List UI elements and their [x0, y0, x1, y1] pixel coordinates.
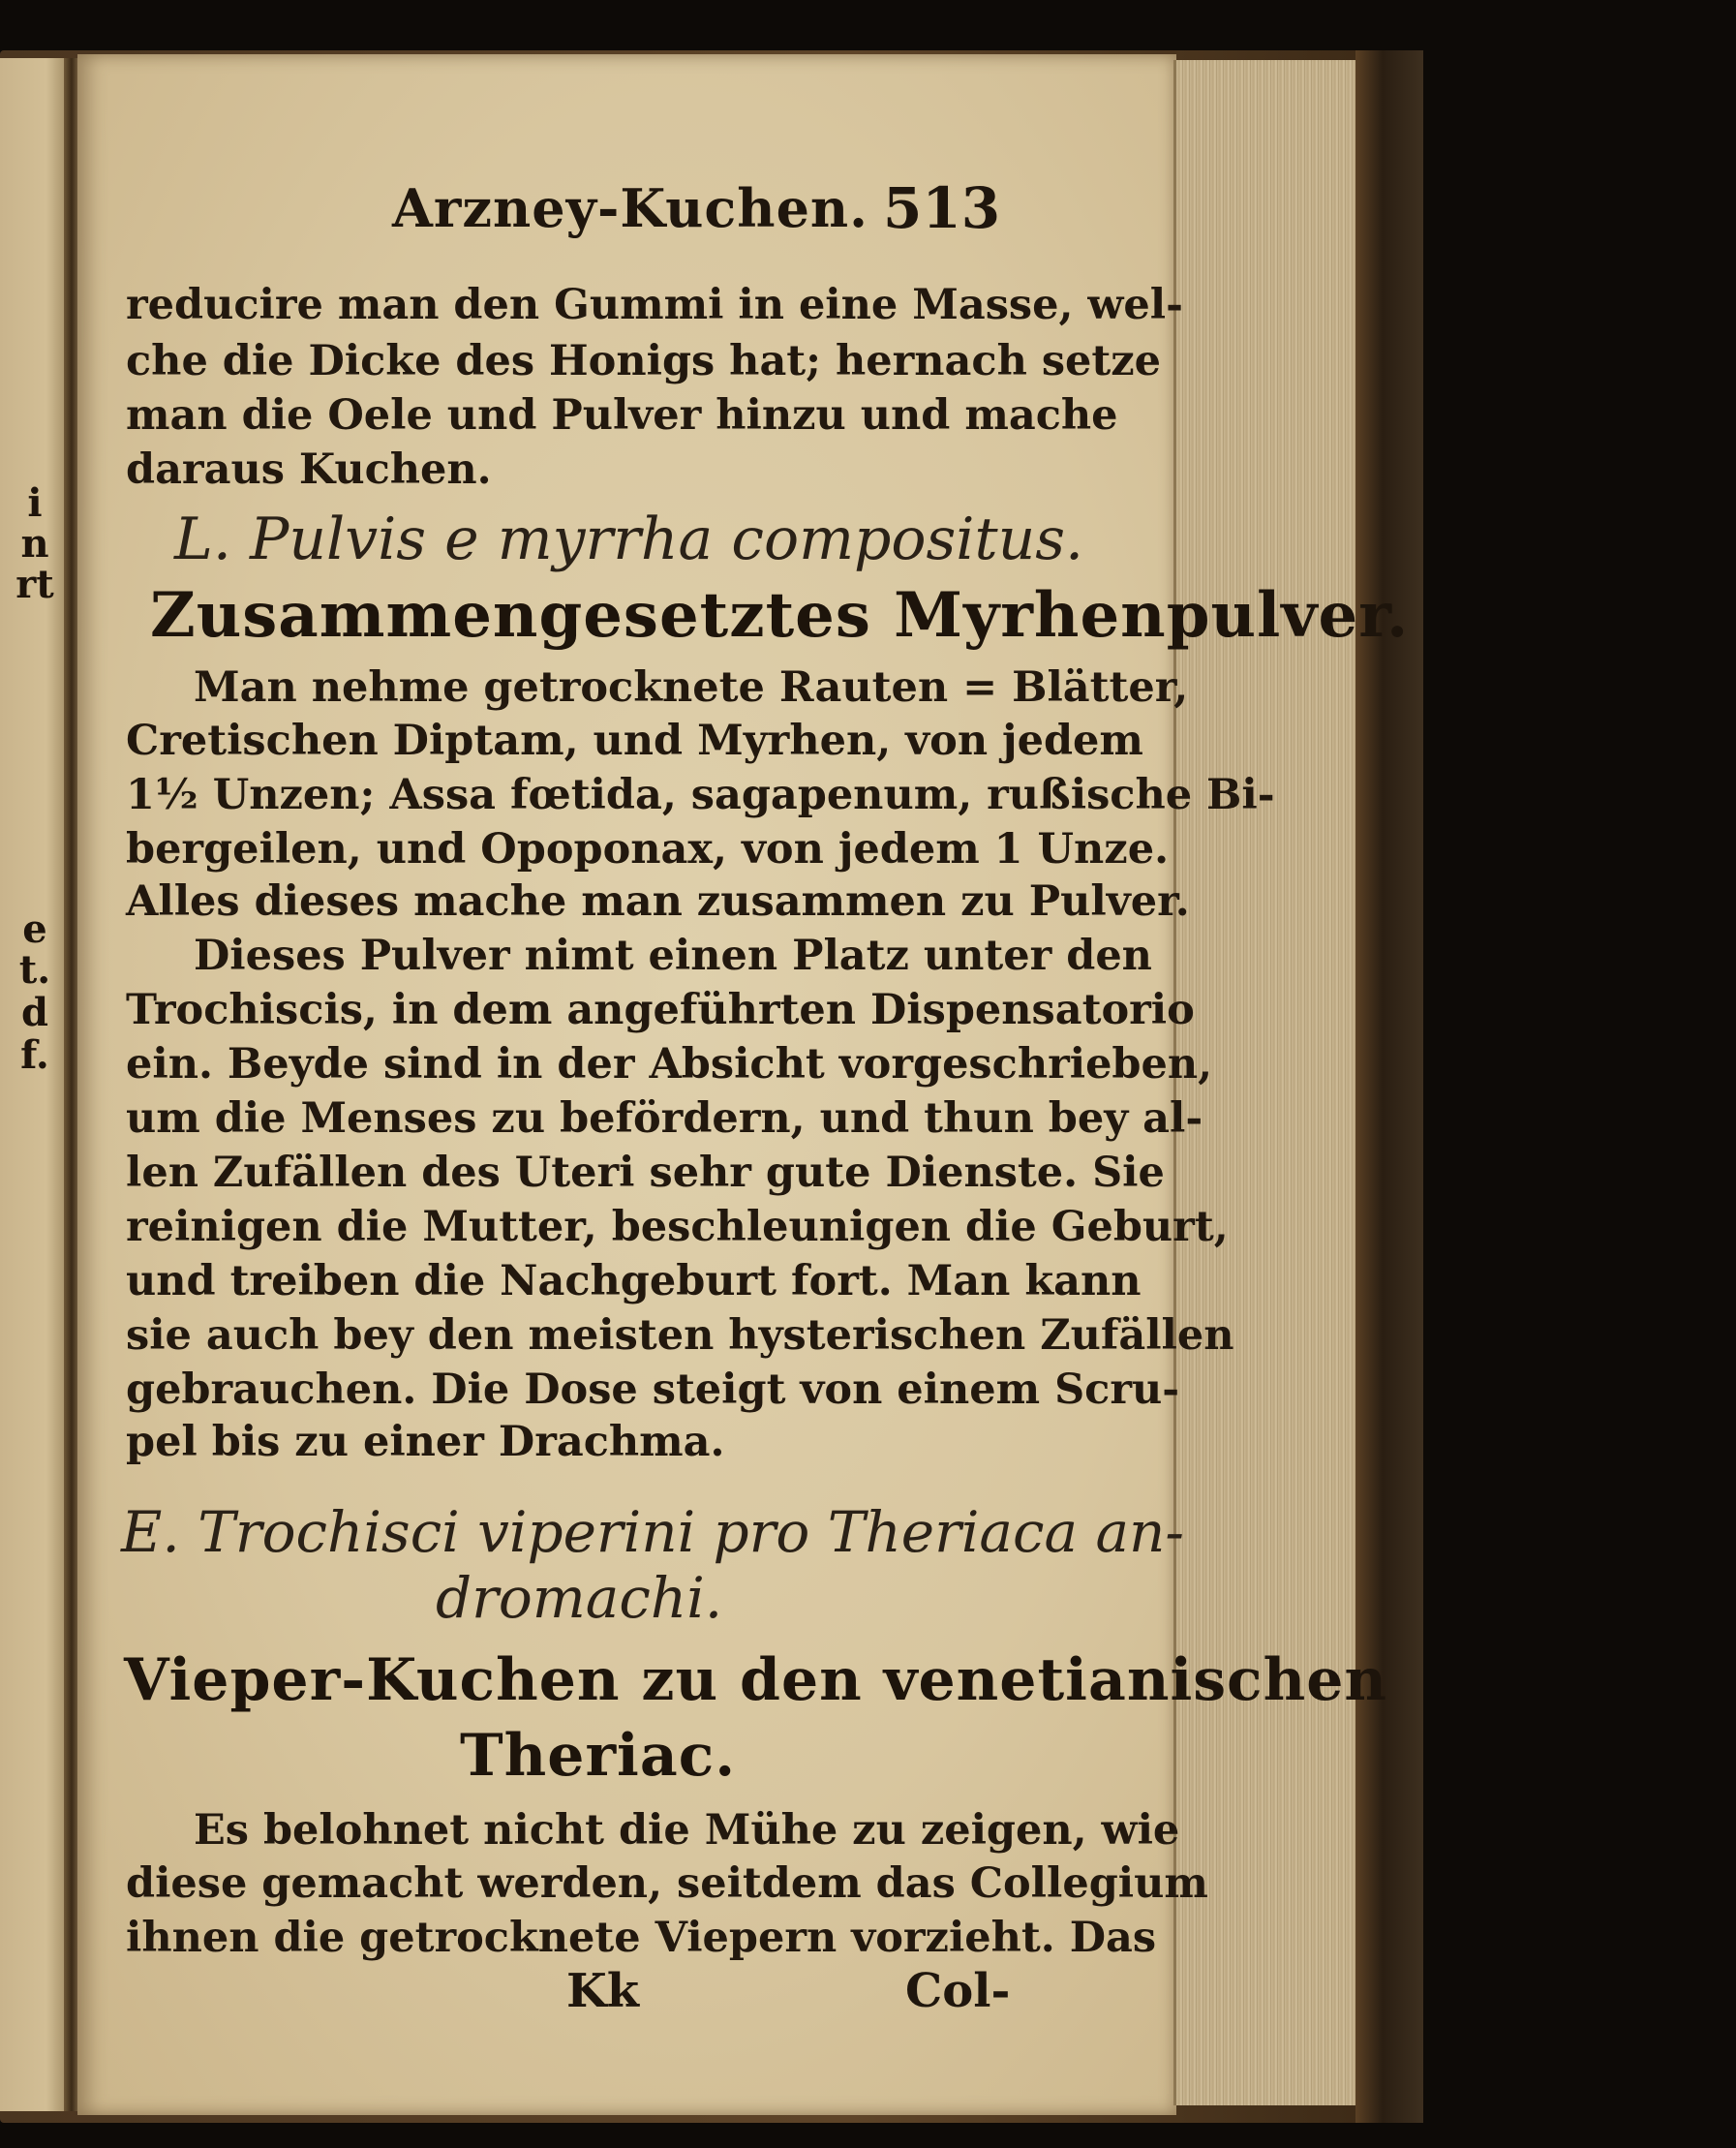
left-margin-fragment: d — [21, 990, 48, 1035]
section-german-title: Zusammengesetztes Myrhenpulver. — [150, 579, 1410, 652]
section-latin-title: dromachi. — [436, 1565, 723, 1631]
cover-edge — [1355, 50, 1423, 2123]
text-line: daraus Kuchen. — [126, 445, 492, 494]
text-line: Es belohnet nicht die Mühe zu zeigen, wie — [194, 1806, 1180, 1855]
text-line: Alles dieses mache man zusammen zu Pulver. — [126, 877, 1190, 926]
left-margin-fragment: f. — [20, 1032, 49, 1078]
left-margin-fragment: e — [22, 906, 47, 952]
text-line: ihnen die getrocknete Viepern vorzieht. Das — [126, 1914, 1157, 1962]
signature-mark: Kk — [566, 1964, 639, 2018]
section-german-title: Vieper-Kuchen zu den venetianischen — [124, 1646, 1387, 1714]
section-latin-title: E. Trochisci viperini pro Theriaca an- — [121, 1499, 1185, 1565]
section-german-title: Theriac. — [460, 1722, 737, 1790]
running-head: Arzney-Kuchen. — [392, 177, 868, 239]
left-margin-fragment: rt — [15, 562, 54, 607]
text-line: diese gemacht werden, seitdem das Collegium — [126, 1859, 1208, 1908]
left-margin-fragment: i — [27, 480, 43, 526]
section-latin-title: L. Pulvis e myrrha compositus. — [174, 506, 1084, 573]
text-line: Man nehme getrocknete Rauten = Blätter, — [194, 663, 1189, 712]
text-line: reinigen die Mutter, beschleunigen die Geburt, — [126, 1203, 1229, 1251]
text-line: gebrauchen. Die Dose steigt von einem Scru- — [126, 1366, 1180, 1414]
text-line: Dieses Pulver nimt einen Platz unter den — [194, 932, 1152, 980]
text-line: Cretischen Diptam, und Myrhen, von jedem — [126, 717, 1143, 765]
text-line: 1½ Unzen; Assa fœtida, sagapenum, rußische Bi- — [126, 771, 1275, 819]
page-number: 513 — [883, 175, 1001, 241]
text-line: um die Menses zu befördern, und thun bey al- — [126, 1094, 1203, 1143]
catchword: Col- — [905, 1964, 1011, 2018]
text-line: reducire man den Gummi in eine Masse, wel- — [126, 281, 1183, 329]
left-page-edge — [0, 58, 66, 2111]
text-line: bergeilen, und Opoponax, von jedem 1 Unze. — [126, 825, 1170, 874]
text-line: sie auch bey den meisten hysterischen Zufällen — [126, 1311, 1234, 1360]
text-line: und treiben die Nachgeburt fort. Man kann — [126, 1257, 1142, 1305]
left-margin-fragment: n — [20, 521, 49, 567]
text-line: Trochiscis, in dem angeführten Dispensatorio — [126, 986, 1195, 1034]
text-line: che die Dicke des Honigs hat; hernach setze — [126, 337, 1162, 385]
left-margin-fragment: t. — [18, 947, 51, 993]
text-line: pel bis zu einer Drachma. — [126, 1418, 725, 1466]
text-line: man die Oele und Pulver hinzu und mache — [126, 391, 1118, 440]
text-line: ein. Beyde sind in der Absicht vorgeschrieben, — [126, 1040, 1213, 1089]
text-line: len Zufällen des Uteri sehr gute Dienste. Sie — [126, 1149, 1165, 1197]
